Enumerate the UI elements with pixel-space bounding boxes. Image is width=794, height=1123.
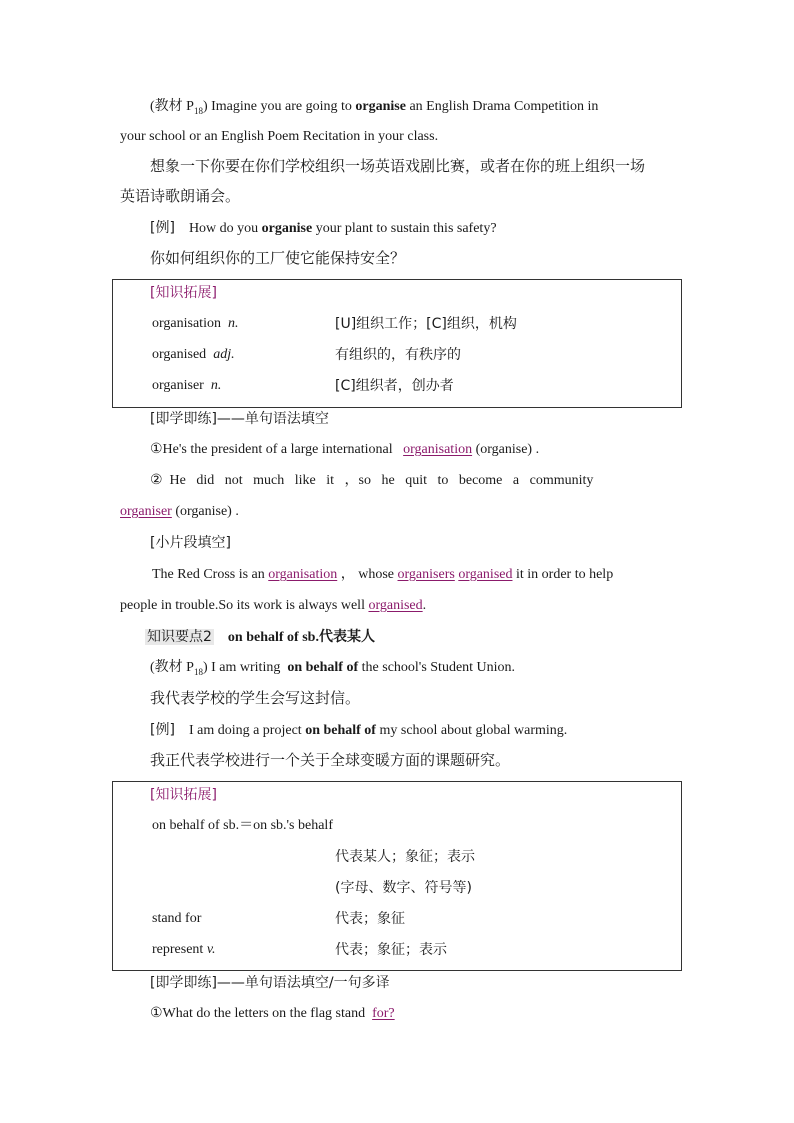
source-suffix: ) [202,99,208,114]
box-row-word [152,314,238,334]
example-line [150,720,567,741]
source-suffix: ) [202,660,208,675]
example-text: I am doing a project [188,723,302,738]
box-title: [知识拓展] [150,285,217,301]
source-line-2: your school or an English Poem Recitation in your class. [120,129,439,144]
practice-title: [即学即练]——单句语法填空/一句多译 [150,975,390,991]
row-pos: v. [206,942,216,957]
practice-title: [即学即练]——单句语法填空 [150,411,329,427]
source-translation: 我代表学校的学生会写这封信。 [150,689,361,707]
source-page-sub: 18 [193,666,203,677]
sentence-text: the school's Student Union. [361,660,516,675]
box-row-meaning: [C]组织者，创办者 [335,378,454,394]
row-pos: n. [210,378,222,393]
fill-title: [小片段填空] [150,535,231,551]
box-meaning: 代表某人；象征；表示 [335,849,475,865]
question-2-line-2 [120,502,239,522]
keyword-bold: on behalf of [287,660,359,675]
box-meaning: 代表；象征；表示 [335,942,447,958]
example-translation: 我正代表学校进行一个关于全球变暖方面的课题研究。 [150,751,511,769]
sentence-text: I am writing [211,660,281,675]
sentence-text: an English Drama Competition in [409,99,599,114]
box-row-meaning: 有组织的，有秩序的 [335,347,461,363]
box-phrase: stand for [152,911,202,926]
box-row-word [152,345,235,365]
row-word: organised [152,347,207,362]
box-title: [知识拓展] [150,787,217,803]
source-line [150,658,515,682]
box-row-meaning: [U]组织工作；[C]组织，机构 [335,316,517,332]
source-line-1 [150,97,598,121]
sentence-text: Imagine you are going to [211,99,352,114]
source-prefix: (教材 P [150,99,194,114]
row-pos: adj. [213,347,235,362]
answer-blank: organisation [403,442,473,457]
example-text: your plant to sustain this safety? [315,221,497,236]
question-1 [150,440,539,460]
fill-line-2 [120,596,426,616]
row-word: represent [152,942,204,957]
fill-text: it in order to help [516,567,614,582]
example-translation: 你如何组织你的工厂使它能保持安全？ [150,249,406,267]
fill-text: The Red Cross is an [152,567,265,582]
answer-blank: organised [458,567,513,582]
example-line [150,218,497,239]
keyword-bold: organise [261,221,313,236]
answer-blank: organisers [397,567,455,582]
keyword-bold: organise [355,99,406,114]
answer-blank: organisation [268,567,338,582]
question-hint: (organise) . [175,504,239,519]
source-page-sub: 18 [193,105,203,116]
question-1 [150,1004,395,1024]
question-text: ①What do the letters on the flag stand [150,1006,366,1021]
translation-line-1: 想象一下你要在你们学校组织一场英语戏剧比赛，或者在你的班上组织一场 [150,157,646,175]
fill-line-1 [152,565,613,585]
point-title: on behalf of sb.代表某人 [227,630,375,645]
box-phrase: on behalf of sb.＝on sb.'s behalf [152,818,333,833]
answer-blank: organised [368,598,423,613]
fill-text: . [422,598,427,613]
box-phrase [152,940,216,960]
source-prefix: (教材 P [150,660,194,675]
fill-text: people in trouble.So its work is always well [120,598,365,613]
point-heading [145,627,375,648]
point-label: 知识要点2 [147,629,212,645]
example-tag: [例] [150,722,175,738]
translation-line-2: 英语诗歌朗诵会。 [120,187,241,205]
box-meaning: (字母、数字、符号等) [335,880,472,896]
answer-blank: organiser [120,504,172,519]
row-pos: n. [227,316,239,331]
example-tag: [例] [150,220,175,236]
box-row-word [152,376,221,396]
example-text: my school about global warming. [379,723,568,738]
answer-blank: for? [372,1006,395,1021]
keyword-bold: on behalf of [305,723,376,738]
row-word: organiser [152,378,204,393]
box-meaning: 代表；象征 [335,911,405,927]
question-hint: (organise) . [475,442,540,457]
question-2-line-1 [150,471,666,491]
example-text: How do you [188,221,259,236]
question-text: ①He's the president of a large international [150,442,393,457]
fill-text: ， whose [340,567,395,582]
question-text: ② He did not much like it ，so he quit to become a community [150,473,594,488]
row-word: organisation [152,316,221,331]
